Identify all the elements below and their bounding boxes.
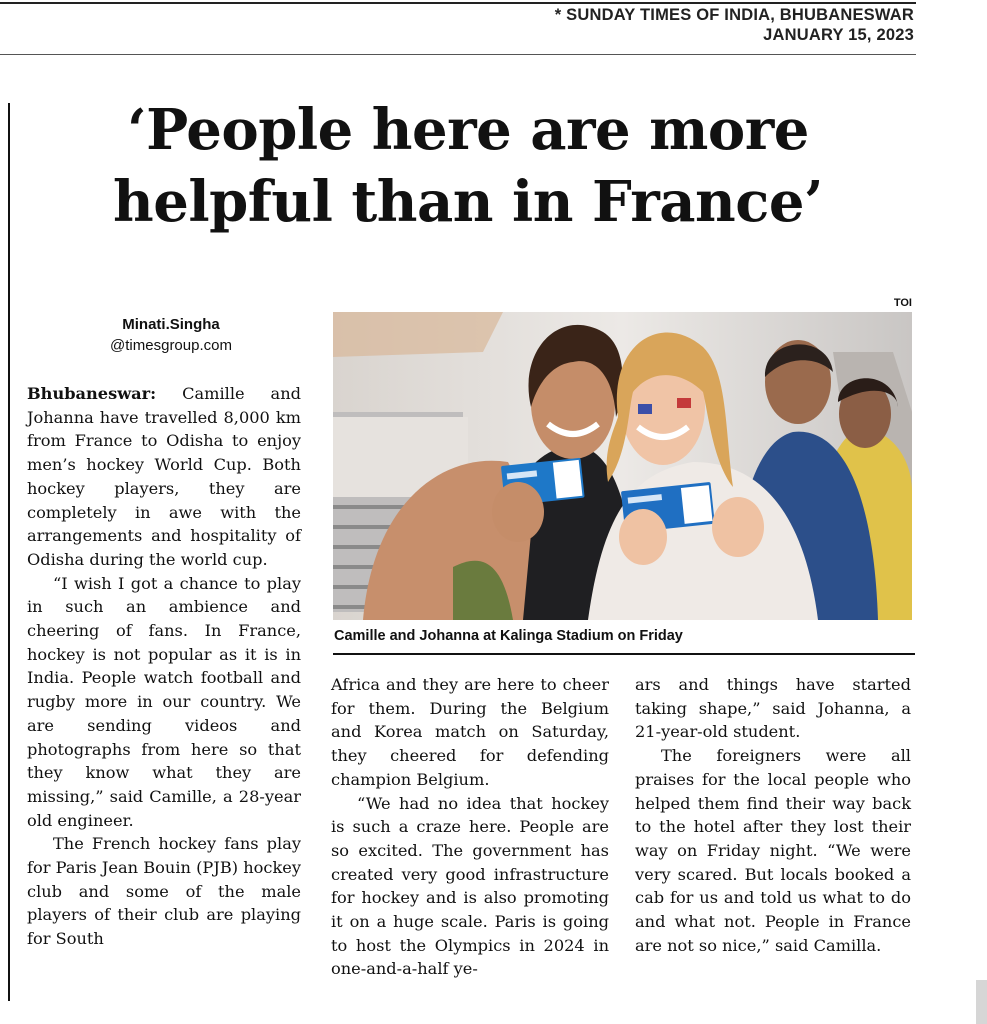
paragraph: The French hockey fans play for Paris Jean Bouin (PJB) hockey club and some of the male players of their club are playing for South [27,834,301,949]
scan-edge-mark [976,980,987,1024]
byline [28,314,314,356]
paragraph: “We had no idea that hockey is such a craze here. People are so excited. The government has created very good infrastructure for hockey and is also promoting it on a huge scale. Paris is going to host the Olympics in 2024 in one-and-a-half ye- [331,793,609,979]
article-column-2 [331,673,609,981]
masthead-date: JANUARY 15, 2023 [763,26,914,44]
paragraph: “I wish I got a chance to play in such an ambience and cheering of fans. In France, hockey is not popular as it is in India. People watch football and rugby more in our country. We are sending videos and photographs from here so that they know what they are missing,” said Camille, a 28-year old engineer. [27,573,301,830]
photo-credit: TOI [893,297,912,309]
top-rule [0,2,916,4]
headline-line-2: helpful than in France’ [113,169,823,235]
caption-rule [333,653,915,655]
headline-line-1: ‘People here are more [127,97,809,163]
paragraph: ars and things have started taking shape,” said Johanna, a 21-year-old student. [635,675,911,742]
headline [28,94,908,238]
dateline: Bhubaneswar: [27,384,157,403]
article-column-1 [27,382,301,951]
paragraph: The foreigners were all praises for the local people who helped them find their way back to the hotel after they lost their way on Friday night. “We were very scared. But locals booked a cab for us and told us what to do and what not. People in France are not so nice,” said Camilla. [635,746,911,955]
article-photo [333,312,912,620]
column-rule [8,103,10,1001]
photo-illustration [333,312,912,620]
paragraph [27,382,301,572]
masthead-publication: * SUNDAY TIMES OF INDIA, BHUBANESWAR [554,6,914,24]
photo-caption: Camille and Johanna at Kalinga Stadium on Friday [334,628,683,644]
masthead-rule [0,54,916,55]
paragraph: Africa and they are here to cheer for them. During the Belgium and Korea match on Saturday, they cheered for defending champion Belgium. [331,675,609,789]
paragraph-text: Camille and Johanna have travelled 8,000 km from France to Odisha to enjoy men’s hockey World Cup. Both hockey players, they are completely in awe with the arrangements and hospitality of Odisha during the world cup. [27,384,301,569]
article-column-3 [635,673,911,957]
masthead [555,5,914,45]
byline-name: Minati.Singha [122,316,220,333]
byline-email: @timesgroup.com [110,337,232,354]
